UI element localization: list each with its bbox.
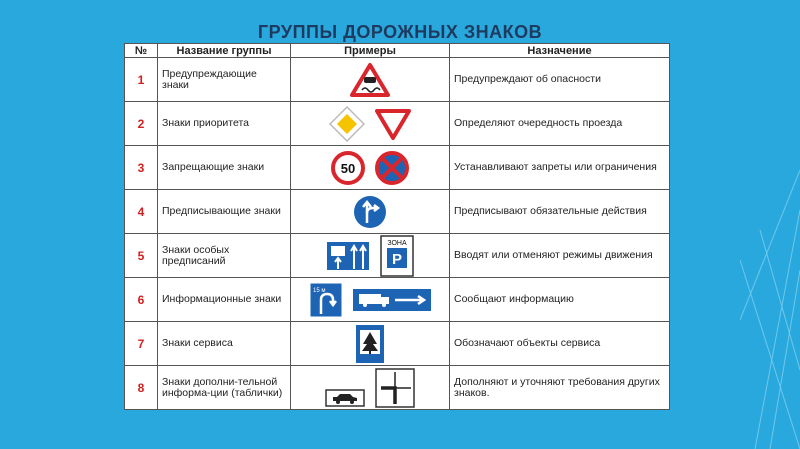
- table-row: [125, 58, 670, 102]
- group-purpose: Устанавливают запреты или ограничения: [450, 146, 670, 190]
- row-number: 3: [125, 146, 158, 190]
- u-turn-area-sign: [309, 282, 343, 318]
- table-row: [125, 366, 670, 410]
- examples-cell: [291, 366, 450, 410]
- group-name: Знаки особых предписаний: [158, 234, 291, 278]
- vehicle-type-plate: [325, 389, 365, 407]
- truck-direction-sign: [353, 289, 431, 311]
- group-name: Предписывающие знаки: [158, 190, 291, 234]
- parking-label: P: [392, 250, 403, 268]
- group-purpose: Предписывают обязательные действия: [450, 190, 670, 234]
- table-row: [125, 102, 670, 146]
- group-purpose: Дополняют и уточняют требования других знаков.: [450, 366, 670, 410]
- group-purpose: Предупреждают об опасности: [450, 58, 670, 102]
- examples-cell: [291, 146, 450, 190]
- no-stopping-sign: [375, 151, 409, 185]
- row-number: 6: [125, 278, 158, 322]
- speed-limit-50-sign: [331, 151, 365, 185]
- group-name: Предупреждающие знаки: [158, 58, 291, 102]
- row-number: 5: [125, 234, 158, 278]
- table-row: [125, 322, 670, 366]
- row-number: 7: [125, 322, 158, 366]
- group-name: Знаки дополни-тельной информа-ции (таблички): [158, 366, 291, 410]
- road-signs-table: [124, 43, 670, 410]
- decorative-lines: [740, 170, 800, 449]
- slippery-road-warning-sign: [350, 63, 390, 97]
- group-name: Знаки сервиса: [158, 322, 291, 366]
- distance-label: 15 м: [312, 287, 325, 294]
- page-title: ГРУППЫ ДОРОЖНЫХ ЗНАКОВ: [257, 22, 543, 42]
- straight-or-right-sign: [353, 195, 387, 229]
- zone-label: ЗОНА: [387, 239, 408, 247]
- header-number: №: [125, 44, 158, 58]
- table-row: [125, 234, 670, 278]
- row-number: 1: [125, 58, 158, 102]
- group-name: Информационные знаки: [158, 278, 291, 322]
- examples-cell: [291, 322, 450, 366]
- header-purpose: Назначение: [450, 44, 670, 58]
- header-examples: Примеры: [291, 44, 450, 58]
- examples-cell: [291, 102, 450, 146]
- examples-cell: [291, 278, 450, 322]
- group-purpose: Обозначают объекты сервиса: [450, 322, 670, 366]
- examples-cell: [291, 234, 450, 278]
- examples-cell: [291, 190, 450, 234]
- speed-limit-value: 50: [340, 160, 355, 176]
- header-group-name: Название группы: [158, 44, 291, 58]
- recreation-area-sign: [355, 324, 385, 364]
- row-number: 8: [125, 366, 158, 410]
- group-purpose: Определяют очередность проезда: [450, 102, 670, 146]
- group-purpose: Сообщают информацию: [450, 278, 670, 322]
- examples-cell: [291, 58, 450, 102]
- table-row: [125, 146, 670, 190]
- parking-zone-sign: [380, 235, 414, 277]
- give-way-sign: [375, 108, 411, 140]
- group-name: Знаки приоритета: [158, 102, 291, 146]
- main-road-sign: [329, 106, 365, 142]
- table-row: [125, 190, 670, 234]
- table-header: [125, 44, 670, 58]
- table-row: [125, 278, 670, 322]
- group-purpose: Вводят или отменяют режимы движения: [450, 234, 670, 278]
- main-road-direction-plate: [375, 368, 415, 408]
- row-number: 4: [125, 190, 158, 234]
- row-number: 2: [125, 102, 158, 146]
- bus-lane-sign: [326, 241, 370, 271]
- group-name: Запрещающие знаки: [158, 146, 291, 190]
